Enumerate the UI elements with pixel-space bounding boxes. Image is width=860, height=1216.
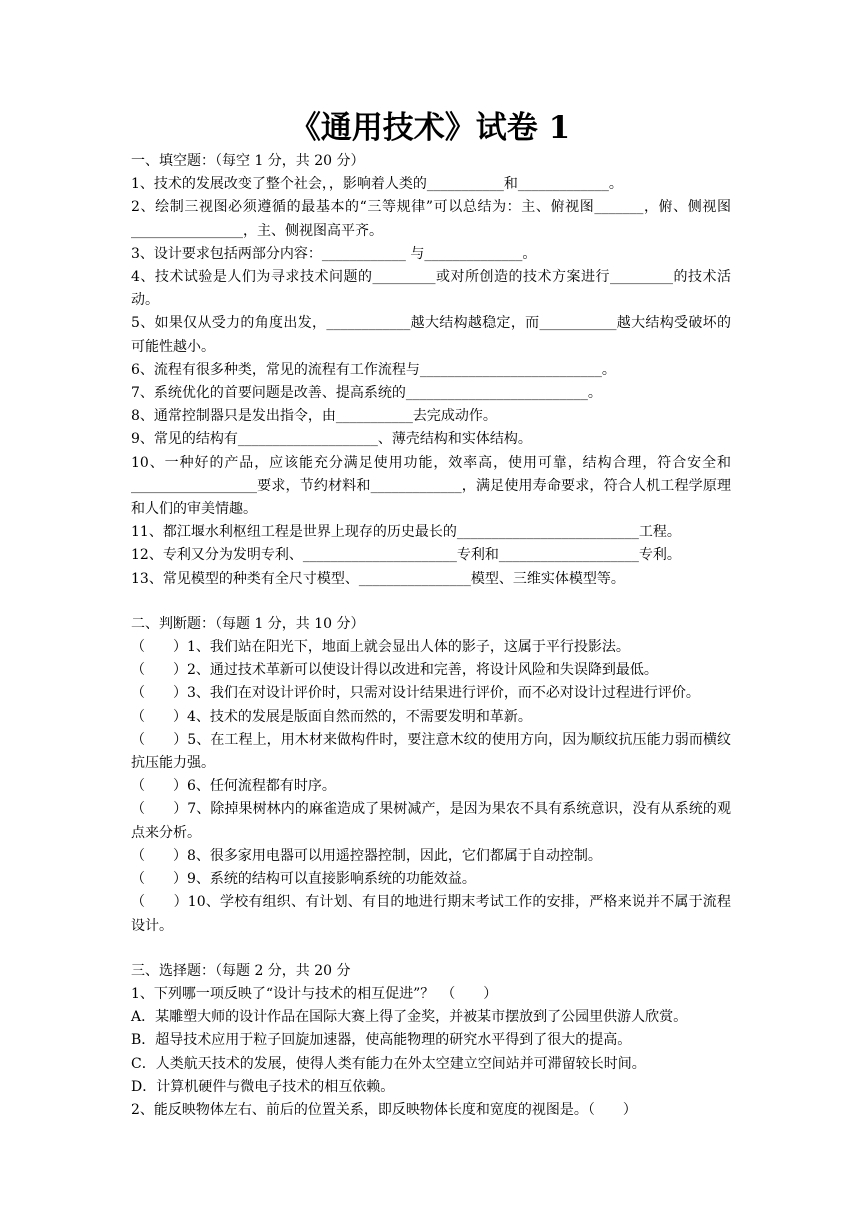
exam-body: [131, 150, 731, 1122]
question-line: （ ）2、通过技术革新可以使设计得以改进和完善，将设计风险和失误降到最低。: [131, 662, 658, 679]
question-line: 9、常见的结构有____________________、薄壳结构和实体结构。: [131, 431, 532, 448]
question-line: （ ）5、在工程上，用木材来做构件时，要注意木纹的使用方向，因为顺纹抗压能力弱而横纹抗压能力强。: [131, 731, 731, 772]
question-line: 8、通常控制器只是发出指令，由___________去完成动作。: [131, 408, 497, 425]
question-line: 1、技术的发展改变了整个社会，，影响着人类的___________和_____________。: [131, 176, 623, 193]
question-line: 10、一种好的产品，应该能充分满足使用功能，效率高，使用可靠，结构合理，符合安全和__________________要求，节约材料和_____________，满足使用寿命要求，符合人机工程学原理和人们的审美情趣。: [131, 454, 731, 518]
section-spacer: [131, 938, 731, 960]
section-multiple-choice: [131, 960, 731, 1122]
question-line: （ ）3、我们在对设计评价时，只需对设计结果进行评价，而不必对设计过程进行评价。: [131, 685, 700, 702]
question-line: （ ）8、很多家用电器可以用遥控器控制，因此，它们都属于自动控制。: [131, 847, 602, 864]
question-line: （ ）6、任何流程都有时序。: [131, 778, 336, 795]
question-line: 2、绘制三视图必须遵循的最基本的“三等规律”可以总结为：主、俯视图_______，俯、侧视图________________，主、侧视图高平齐。: [131, 199, 731, 239]
question-line: （ ）4、技术的发展是版面自然而然的，不需要发明和革新。: [131, 708, 532, 725]
question-line: 5、如果仅从受力的角度出发，____________越大结构越稳定，而___________越大结构受破坏的可能性越小。: [131, 315, 731, 355]
question-line: 1、下列哪一项反映了“设计与技术的相互促进”？ （ ）: [131, 985, 498, 1002]
question-line: 4、技术试验是人们为寻求技术问题的_________或对所创造的技术方案进行_________的技术活动。: [131, 269, 731, 309]
section-heading: 三、选择题：（每题 2 分，共 20 分: [131, 962, 351, 979]
section-heading: 二、判断题：（每题 1 分，共 10 分）: [131, 615, 365, 632]
question-line: 2、能反映物体左右、前后的位置关系，即反映物体长度和宽度的视图是。（ ）: [131, 1101, 637, 1118]
question-line: （ ）9、系统的结构可以直接影响系统的功能效益。: [131, 871, 476, 888]
question-line: 13、常见模型的种类有全尺寸模型、________________模型、三维实体模型等。: [131, 570, 625, 587]
choice-option-a: A．某雕塑大师的设计作品在国际大赛上得了金奖，并被某市摆放到了公园里供游人欣赏。: [131, 1009, 688, 1026]
choice-option-b: B．超导技术应用于粒子回旋加速器，使高能物理的研究水平得到了很大的提高。: [131, 1032, 632, 1049]
question-line: （ ）1、我们站在阳光下，地面上就会显出人体的影子，这属于平行投影法。: [131, 639, 630, 656]
question-line: 3、设计要求包括两部分内容：____________ 与______________。: [131, 245, 537, 262]
section-heading: 一、填空题：（每空 1 分，共 20 分）: [131, 153, 365, 169]
question-line: 12、专利又分为发明专利、______________________专利和____________________专利。: [131, 547, 681, 564]
question-line: （ ）7、除掉果树林内的麻雀造成了果树减产，是因为果农不具有系统意识，没有从系统的观点来分析。: [131, 801, 731, 841]
section-spacer: [131, 591, 731, 613]
choice-option-d: D．计算机硬件与微电子技术的相互依赖。: [131, 1078, 395, 1095]
choice-option-c: C．人类航天技术的发展，使得人类有能力在外太空建立空间站并可滞留较长时间。: [131, 1055, 646, 1072]
exam-title: 《通用技术》试卷 1: [289, 110, 571, 146]
question-line: （ ）10、学校有组织、有计划、有目的地进行期末考试工作的安排，严格来说并不属于流程设计。: [131, 894, 731, 934]
question-line: 7、系统优化的首要问题是改善、提高系统的__________________________。: [131, 385, 602, 402]
question-line: 11、都江堰水利枢纽工程是世界上现存的历史最长的__________________________工程。: [131, 524, 681, 541]
question-line: 6、流程有很多种类，常见的流程有工作流程与__________________________。: [131, 361, 616, 378]
section-true-false: [131, 613, 731, 938]
section-fill-in-blank: [131, 150, 731, 591]
